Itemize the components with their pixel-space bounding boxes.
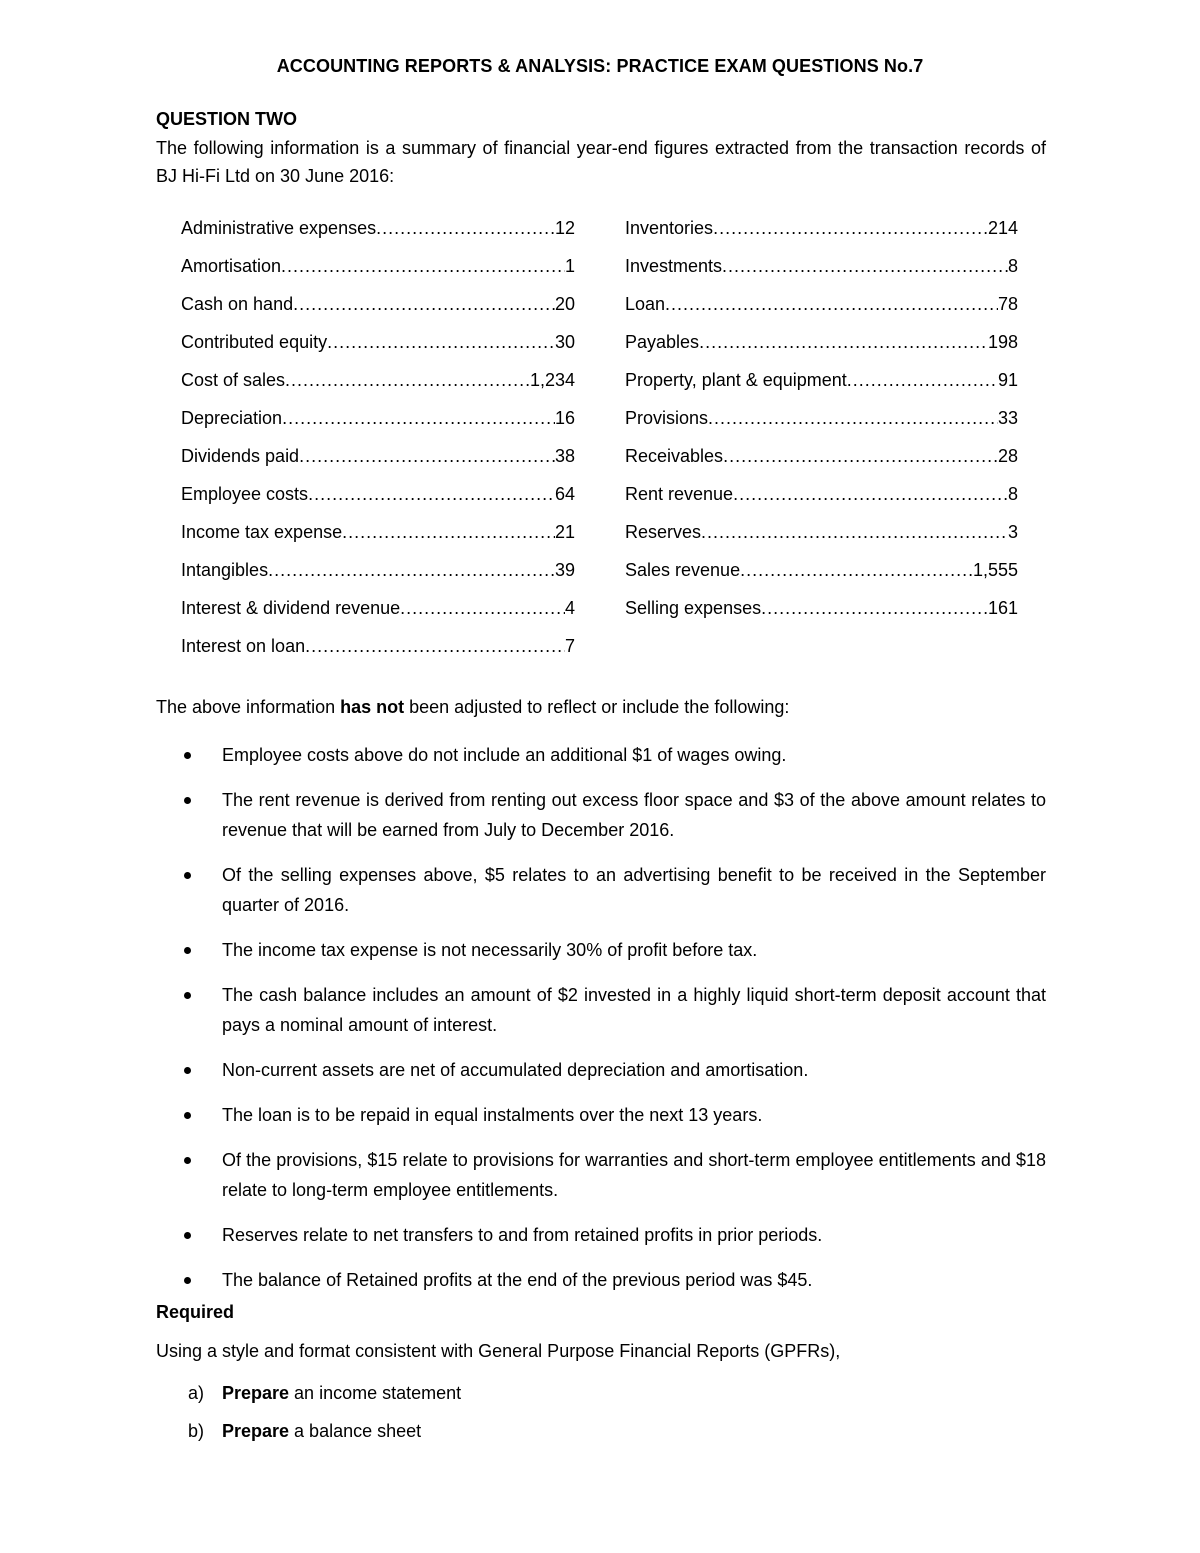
figure-label: Property, plant & equipment [625, 370, 847, 390]
figure-value: 8 [1007, 256, 1018, 276]
figure-value: 20 [554, 294, 575, 314]
task-text: an income statement [289, 1383, 462, 1403]
figure-value: 1 [564, 256, 575, 276]
bullet-icon [184, 1277, 191, 1284]
figure-row [625, 404, 1018, 442]
dot-leader [285, 366, 530, 404]
dot-leader [740, 556, 973, 594]
dot-leader [282, 404, 555, 442]
adjustments-intro [156, 697, 789, 718]
figure-value: 161 [987, 598, 1018, 618]
bullet-icon [184, 797, 191, 804]
dot-leader [701, 518, 1008, 556]
dot-leader [708, 404, 998, 442]
bullet-icon [184, 1067, 191, 1074]
figure-value: 198 [987, 332, 1018, 352]
figure-value: 39 [554, 560, 575, 580]
figure-value: 28 [997, 446, 1018, 466]
bullet-icon [184, 947, 191, 954]
dot-leader [299, 442, 555, 480]
figure-row [625, 556, 1018, 594]
adjustments-intro-prefix: The above information [156, 697, 341, 717]
bullet-icon [184, 1112, 191, 1119]
figure-value: 1,234 [529, 370, 575, 390]
required-tasks [188, 1378, 461, 1454]
adjustments-intro-emphasis: has not [340, 697, 405, 717]
figure-label: Investments [625, 256, 723, 276]
dot-leader [733, 480, 1008, 518]
bullet-icon [184, 992, 191, 999]
bullet-icon [184, 1232, 191, 1239]
figure-label: Receivables [625, 446, 724, 466]
required-text: Using a style and format consistent with General Purpose Financial Reports (GPFRs), [156, 1341, 841, 1361]
figure-label: Depreciation [181, 408, 283, 428]
dot-leader [268, 556, 555, 594]
required-task [188, 1378, 461, 1416]
figure-row [625, 328, 1018, 366]
figure-label: Reserves [625, 522, 702, 542]
figure-label: Inventories [625, 218, 714, 238]
figure-row [181, 290, 575, 328]
list-item-text: The rent revenue is derived from renting out excess floor space and $3 of the above amount relates to revenue that will be earned from July to December 2016. [222, 790, 1046, 840]
figure-label: Amortisation [181, 256, 282, 276]
figure-row [625, 594, 1018, 632]
figure-value: 38 [554, 446, 575, 466]
list-item-text: Employee costs above do not include an additional $1 of wages owing. [222, 745, 787, 765]
list-item [184, 785, 1046, 845]
figure-value: 21 [554, 522, 575, 542]
list-item-text: Of the selling expenses above, $5 relates to an advertising benefit to be received in the September quarter of 2016. [222, 865, 1046, 915]
dot-leader [761, 594, 988, 632]
figure-value: 12 [554, 218, 575, 238]
figure-label: Contributed equity [181, 332, 328, 352]
figure-row [625, 518, 1018, 556]
list-item [184, 1055, 1046, 1085]
bullet-icon [184, 872, 191, 879]
figure-label: Loan [625, 294, 666, 314]
figure-value: 91 [997, 370, 1018, 390]
figure-label: Selling expenses [625, 598, 762, 618]
list-item-text: The loan is to be repaid in equal instalments over the next 13 years. [222, 1105, 763, 1125]
figure-row [181, 632, 575, 670]
list-item [184, 740, 1046, 770]
figure-row [625, 252, 1018, 290]
figure-label: Interest on loan [181, 636, 306, 656]
figure-label: Employee costs [181, 484, 309, 504]
figure-value: 1,555 [972, 560, 1018, 580]
dot-leader [665, 290, 998, 328]
dot-leader [342, 518, 555, 556]
task-text: a balance sheet [289, 1421, 422, 1441]
figure-value: 214 [987, 218, 1018, 238]
figure-value: 33 [997, 408, 1018, 428]
figure-value: 16 [554, 408, 575, 428]
figure-row [181, 442, 575, 480]
list-item-text: The cash balance includes an amount of $2 invested in a highly liquid short-term deposit account that pays a nominal amount of interest. [222, 985, 1046, 1035]
list-item-text: The balance of Retained profits at the end of the previous period was $45. [222, 1270, 813, 1290]
figure-label: Rent revenue [625, 484, 734, 504]
list-item-text: Non-current assets are net of accumulated depreciation and amortisation. [222, 1060, 809, 1080]
list-item [184, 1220, 1046, 1250]
dot-leader [293, 290, 555, 328]
figure-row [181, 594, 575, 632]
figure-row [181, 214, 575, 252]
figure-row [181, 518, 575, 556]
figure-value: 64 [554, 484, 575, 504]
task-letter: a) [188, 1383, 205, 1403]
figure-row [181, 252, 575, 290]
figure-row [181, 366, 575, 404]
figure-row [181, 556, 575, 594]
figure-value: 7 [564, 636, 575, 656]
dot-leader [723, 442, 998, 480]
figure-row [181, 328, 575, 366]
adjustments-list [184, 740, 1046, 1310]
figure-row [625, 480, 1018, 518]
figure-value: 30 [554, 332, 575, 352]
adjustments-intro-suffix: been adjusted to reflect or include the following: [404, 697, 790, 717]
list-item-text: The income tax expense is not necessarily 30% of profit before tax. [222, 940, 758, 960]
dot-leader [308, 480, 555, 518]
figure-label: Cost of sales [181, 370, 286, 390]
required-heading: Required [156, 1302, 235, 1322]
figure-value: 78 [997, 294, 1018, 314]
list-item-text: Of the provisions, $15 relate to provisions for warranties and short-term employee entitlements and $18 relate to long-term employee entitlements. [222, 1150, 1046, 1200]
task-verb: Prepare [222, 1383, 290, 1403]
dot-leader [327, 328, 555, 366]
figure-label: Interest & dividend revenue [181, 598, 401, 618]
bullet-icon [184, 752, 191, 759]
required-task [188, 1416, 461, 1454]
figure-label: Cash on hand [181, 294, 294, 314]
dot-leader [722, 252, 1008, 290]
figure-row [625, 214, 1018, 252]
bullet-icon [184, 1157, 191, 1164]
figure-label: Income tax expense [181, 522, 343, 542]
figure-label: Administrative expenses [181, 218, 377, 238]
dot-leader [281, 252, 565, 290]
list-item [184, 1145, 1046, 1205]
dot-leader [305, 632, 565, 670]
figure-row [625, 366, 1018, 404]
figure-value: 8 [1007, 484, 1018, 504]
dot-leader [400, 594, 565, 632]
list-item [184, 1100, 1046, 1130]
question-heading: QUESTION TWO [156, 109, 297, 129]
figures-list-left [181, 214, 575, 670]
dot-leader [713, 214, 988, 252]
dot-leader [376, 214, 555, 252]
figure-row [181, 480, 575, 518]
list-item [184, 935, 1046, 965]
figure-row [181, 404, 575, 442]
dot-leader [847, 366, 998, 404]
list-item [184, 860, 1046, 920]
figure-label: Payables [625, 332, 700, 352]
task-verb: Prepare [222, 1421, 290, 1441]
figure-value: 4 [564, 598, 575, 618]
list-item-text: Reserves relate to net transfers to and from retained profits in prior periods. [222, 1225, 823, 1245]
dot-leader [699, 328, 988, 366]
figure-label: Dividends paid [181, 446, 300, 466]
list-item [184, 1265, 1046, 1295]
figure-row [625, 442, 1018, 480]
list-item [184, 980, 1046, 1040]
figures-list-right [625, 214, 1018, 632]
page-title: ACCOUNTING REPORTS & ANALYSIS: PRACTICE EXAM QUESTIONS No.7 [276, 56, 924, 76]
figure-row [625, 290, 1018, 328]
figure-label: Intangibles [181, 560, 269, 580]
figure-label: Provisions [625, 408, 709, 428]
intro-paragraph: The following information is a summary of financial year-end figures extracted from the transaction records of BJ Hi-Fi Ltd on 30 June 2016: [156, 138, 1046, 186]
figure-label: Sales revenue [625, 560, 741, 580]
figure-value: 3 [1007, 522, 1018, 542]
task-letter: b) [188, 1421, 205, 1441]
